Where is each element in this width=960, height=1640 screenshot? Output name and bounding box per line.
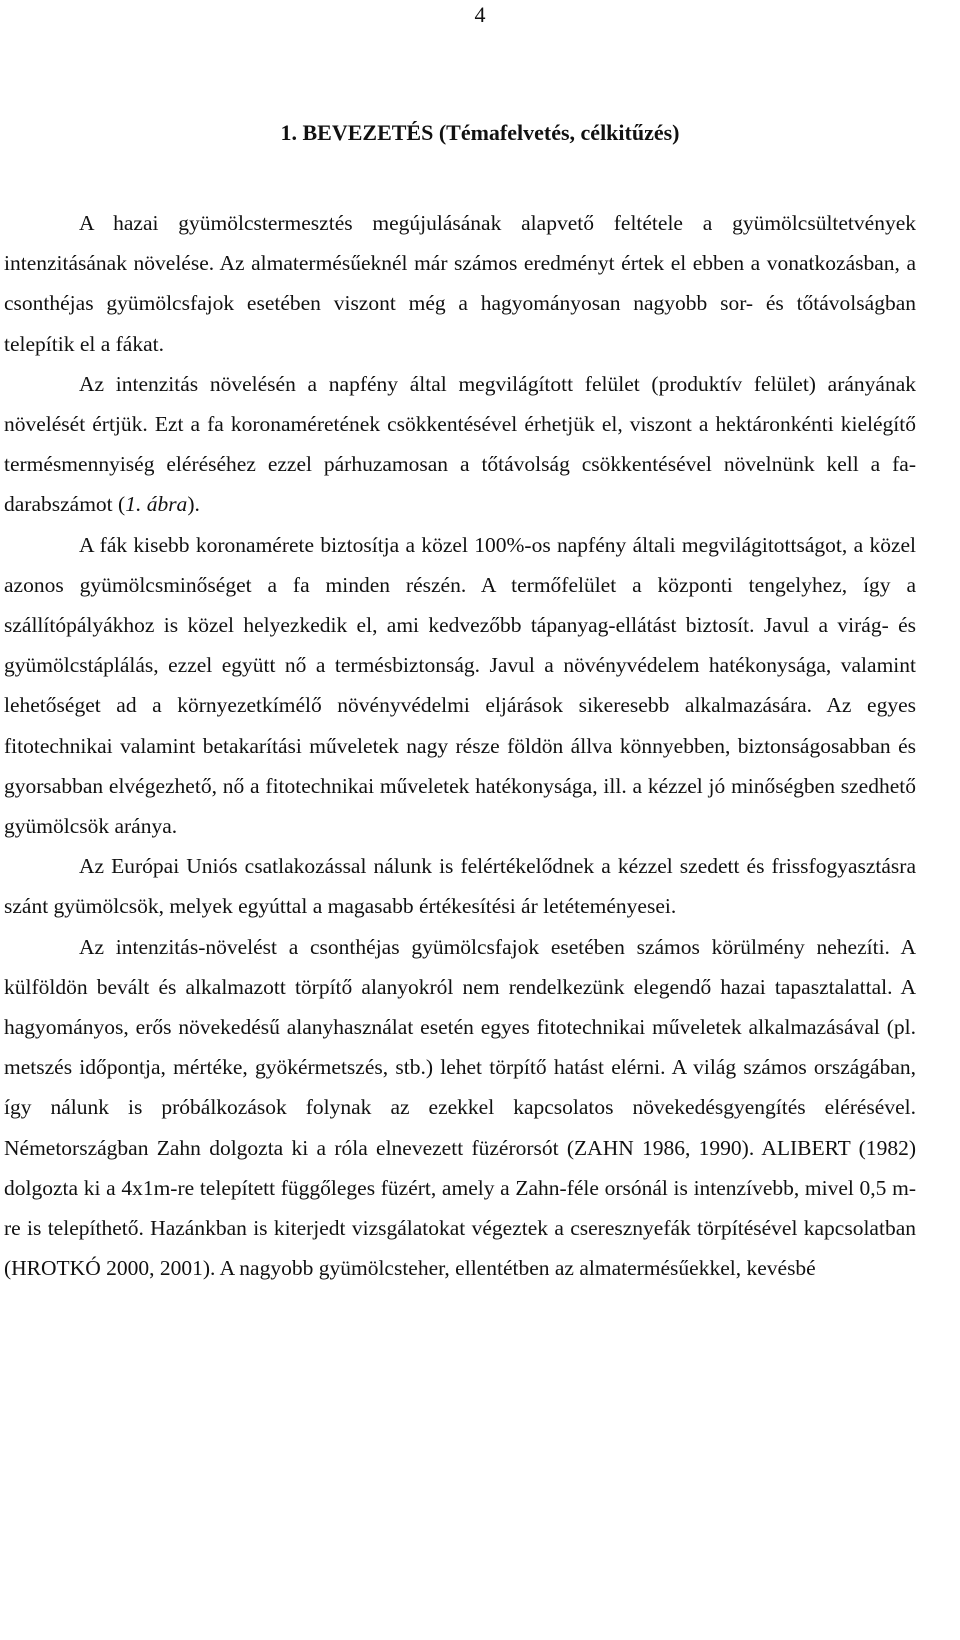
paragraph-text: Az intenzitás növelésén a napfény által megvilágított felület (produktív felület) arányának növelését értjük. Ezt a fa koronaméretének csökkentésével érhetjük el, viszont a hektáronkénti kielégítő termésmennyiség eléréséhez ezzel párhuzamosan a tőtávolság csökkentésével növelnünk kell a fa-darabszámot ( <box>4 371 916 517</box>
figure-reference: 1. ábra <box>125 492 188 517</box>
paragraph: Az Európai Uniós csatlakozással nálunk is felértékelődnek a kézzel szedett és frissfogyasztásra szánt gyümölcsök, melyek egyúttal a magasabb értékesítési ár letéteményesei. <box>4 854 916 919</box>
paragraph <box>4 364 916 525</box>
paragraph-text: ). <box>187 492 200 517</box>
section-heading: 1. BEVEZETÉS (Témafelvetés, célkitűzés) <box>280 120 680 145</box>
paragraph: A fák kisebb koronamérete biztosítja a közel 100%-os napfény általi megvilágitottságot, a közel azonos gyümölcsminőséget a fa minden részén. A termőfelület a központi tengelyhez, így a szállítópályákhoz is közel helyezkedik el, ami kedvezőbb tápanyag-ellátást biztosít. Javul a virág- és gyümölcstáplálás, ezzel együtt nő a termésbiztonság. Javul a növényvédelem hatékonysága, valamint lehetőséget ad a környezetkímélő növényvédelmi eljárások sikeresebb alkalmazására. Az egyes fitotechnikai valamint betakarítási műveletek nagy része földön állva könnyebben, biztonságosabban és gyorsabban elvégezhető, nő a fitotechnikai műveletek hatékonysága, ill. a kézzel jó minőségben szedhető gyümölcsök aránya. <box>4 532 916 839</box>
paragraph: Az intenzitás-növelést a csonthéjas gyümölcsfajok esetében számos körülmény nehezíti. A külföldön bevált és alkalmazott törpítő alanyokról nem rendelkezünk elegendő hazai tapasztalattal. A hagyományos, erős növekedésű alanyhasználat esetén egyes fitotechnikai műveletek alkalmazásával (pl. metszés időpontja, mértéke, gyökérmetszés, stb.) lehet törpítő hatást elérni. A világ számos országában, így nálunk is próbálkozások folynak az ezekkel kapcsolatos növekedésgyengítés elérésével. Németországban Zahn dolgozta ki a róla elnevezett füzérorsót (ZAHN 1986, 1990). ALIBERT (1982) dolgozta ki a 4x1m-re telepített függőleges füzért, amely a Zahn-féle orsónál is intenzívebb, mivel 0,5 m-re is telepíthető. Hazánkban is kiterjedt vizsgálatokat végeztek a cseresznyefák törpítésével kapcsolatban (HROTKÓ 2000, 2001). A nagyobb gyümölcsteher, ellentétben az almatermésűekkel, kevésbé <box>4 934 916 1281</box>
paragraph: A hazai gyümölcstermesztés megújulásának alapvető feltétele a gyümölcsültetvények intenzitásának növelése. Az almatermésűeknél már számos eredményt értek el ebben a vonatkozásban, a csonthéjas gyümölcsfajok esetében viszont még a hagyományosan nagyobb sor- és tőtávolságban telepítik el a fákat. <box>4 211 916 356</box>
page-number: 4 <box>474 2 486 27</box>
body-text <box>4 203 916 1288</box>
